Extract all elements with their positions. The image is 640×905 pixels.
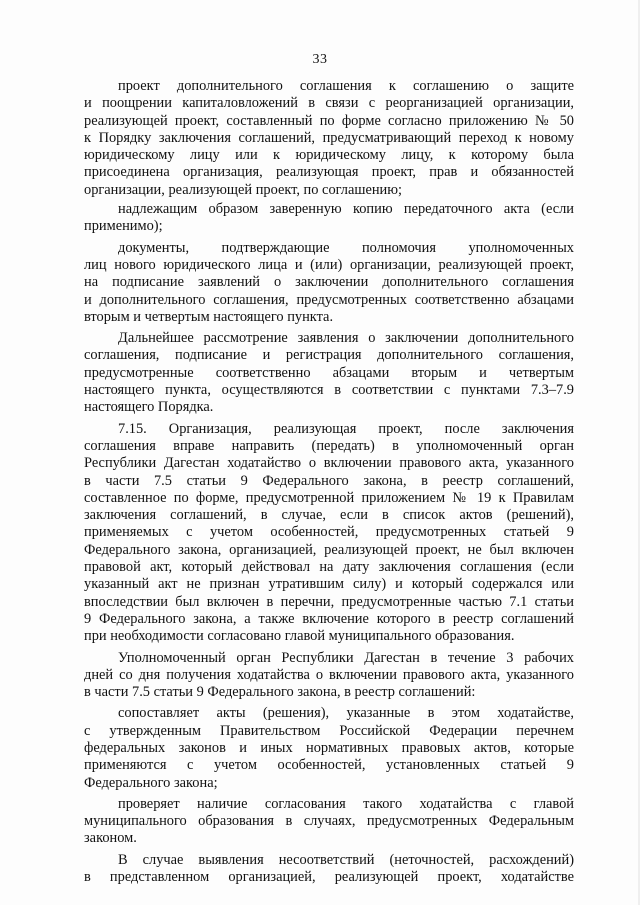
text-line: реализующей проект, составленный по форме согласно приложению № 50 — [84, 112, 574, 129]
text-line: надлежащим образом заверенную копию передаточного акта (если — [118, 201, 574, 218]
text-line: настоящего пункта, осуществляются в соответствии с пунктами 7.3–7.9 — [84, 382, 574, 399]
text-line: лиц нового юридического лица и (или) организации, реализующей проект, — [84, 256, 574, 273]
text-line: на подписание заявлений о заключении дополнительного соглашения — [84, 274, 574, 291]
text-line: юридическому лицу или к юридическому лицу, к которому была — [84, 147, 574, 164]
paragraph-further-consideration — [84, 330, 574, 416]
text-line: Федерального закона, организацией, реализующей проект, не был включен — [84, 541, 574, 558]
text-line: вторым и четвертым настоящего пункта. — [84, 308, 334, 325]
paragraph-compares-acts — [84, 705, 574, 791]
text-line: муниципального образования в случаях, предусмотренных Федеральным — [84, 813, 574, 830]
text-line: Республики Дагестан ходатайство о включении правового акта, указанного — [84, 455, 574, 472]
text-line: предусмотренные соответственно абзацами вторым и четвертым — [84, 364, 574, 381]
text-line: в части 7.5 статьи 9 Федерального закона, в реестр соглашений, — [84, 472, 574, 489]
paragraph-discrepancies — [84, 852, 574, 887]
text-line: Федерального закона; — [84, 774, 218, 791]
text-line: составленное по форме, предусмотренной приложением № 19 к Правилам — [84, 489, 574, 506]
page-number: 33 — [312, 52, 328, 67]
text-line: проверяет наличие согласования такого ходатайства с главой — [118, 795, 574, 812]
text-line: заключения соглашений, в случае, если в список актов (решений), — [84, 507, 574, 524]
text-line: применяются с учетом особенностей, установленных статьей 9 — [84, 757, 574, 774]
document-body — [84, 78, 574, 888]
text-line: Дальнейшее рассмотрение заявления о заключении дополнительного — [118, 330, 574, 347]
paragraph-authority-documents — [84, 240, 574, 326]
text-line: к Порядку заключения соглашений, предусматривающий переход к новому — [84, 129, 574, 146]
text-line: впоследствии был включен в перечни, предусмотренные частью 7.1 статьи — [84, 593, 574, 610]
text-line: в представленном организацией, реализующей проект, ходатайстве — [84, 869, 574, 886]
text-line: указанный акт не признан утратившим силу) и который содержался или — [84, 576, 574, 593]
text-line: федеральных законов и иных нормативных правовых актов, которые — [84, 739, 574, 756]
text-line: с утвержденным Правительством Российской Федерации перечнем — [84, 722, 574, 739]
text-line: и дополнительного соглашения, предусмотренных соответственно абзацами — [84, 291, 574, 308]
text-line: применяемых с учетом особенностей, предусмотренных статьей 9 — [84, 524, 574, 541]
text-line: 9 Федерального закона, а также включение которого в реестр соглашений — [84, 610, 574, 627]
text-line: организации, реализующей проект, по соглашению; — [84, 181, 402, 198]
paragraph-checks-approval — [84, 796, 574, 848]
text-line: документы, подтверждающие полномочия уполномоченных — [118, 239, 574, 256]
paragraph-7-15 — [84, 421, 574, 646]
text-line: настоящего Порядка. — [84, 399, 214, 416]
text-line: дней со дня получения ходатайства о включении правового акта, указанного — [84, 666, 574, 683]
text-line: в части 7.5 статьи 9 Федерального закона, в реестр соглашений: — [84, 684, 476, 701]
text-line: присоединена организация, реализующая проект, прав и обязанностей — [84, 164, 574, 181]
text-line: и поощрении капиталовложений в связи с реорганизацией организации, — [84, 95, 574, 112]
text-line: применимо); — [84, 218, 163, 235]
text-line: соглашения, подписание и регистрация дополнительного соглашения, — [84, 347, 574, 364]
text-line: В случае выявления несоответствий (неточностей, расхождений) — [118, 851, 574, 868]
paragraph-transfer-act — [84, 201, 574, 236]
text-line: законом. — [84, 830, 137, 847]
text-line: сопоставляет акты (решения), указанные в этом ходатайстве, — [118, 705, 574, 722]
text-line: при необходимости согласовано главой муниципального образования. — [84, 628, 515, 645]
text-line: 7.15. Организация, реализующая проект, после заключения — [118, 420, 574, 437]
text-line: соглашения вправе направить (передать) в уполномоченный орган — [84, 437, 574, 454]
paragraph-project-agreement — [84, 78, 574, 199]
text-line: Уполномоченный орган Республики Дагестан в течение 3 рабочих — [118, 649, 574, 666]
text-line: проект дополнительного соглашения к соглашению о защите — [118, 78, 574, 94]
paragraph-authorized-body — [84, 650, 574, 702]
text-line: правовой акт, который действовал на дату заключения соглашения (если — [84, 559, 574, 576]
